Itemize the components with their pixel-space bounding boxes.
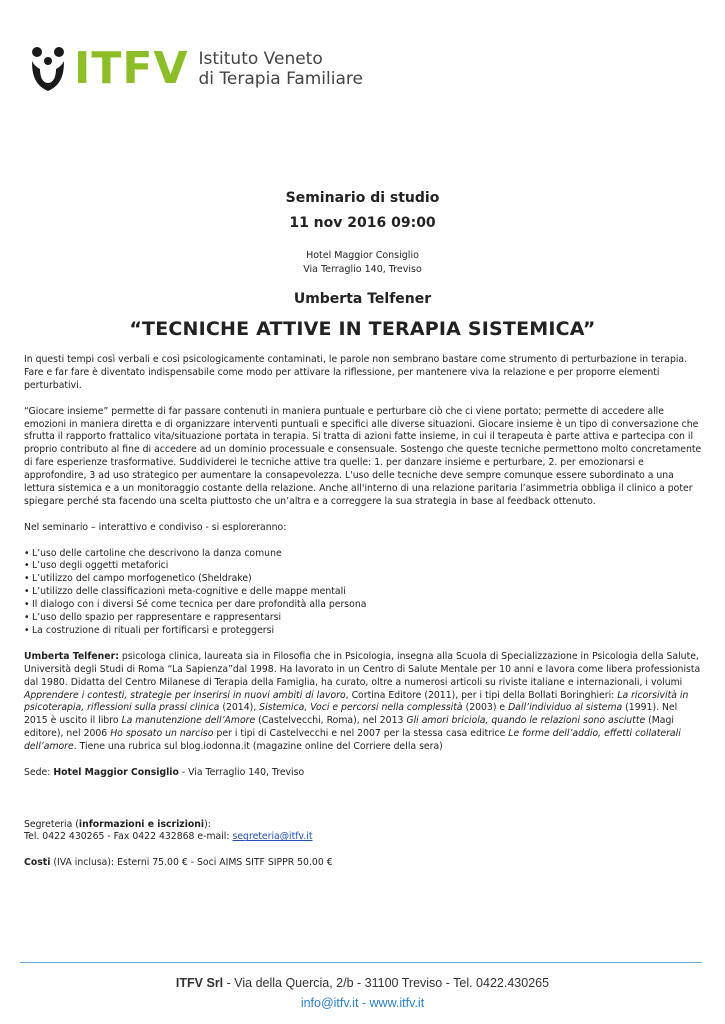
list-item: • Il dialogo con i diversi Sé come tecnica per dare profondità alla persona — [24, 599, 702, 612]
logo-subtitle — [199, 49, 363, 89]
bio-text: , Cortina Editore (2011), per i tipi della Bollati Boringhieri: — [345, 689, 618, 701]
list-item: • L’utilizzo del campo morfogenetico (Sheldrake) — [24, 573, 702, 586]
intro-paragraph: In questi tempi così verbali e così psicologicamente contaminati, le parole non sembrano bastare come strumento di perturbazione in terapia. Fare e far fare è diventato indispensabile come modo per attivare la riflessione, per mantenere viva la relazione e per proporre elementi perturbativi. — [24, 354, 688, 391]
venue-line-address: - Via Terraglio 140, Treviso — [178, 766, 305, 778]
book-title: La manutenzione dell’Amore — [121, 715, 256, 727]
list-item: • La costruzione di rituali per fortificarsi e proteggersi — [24, 625, 702, 638]
bio-text: (Castelvecchi, Roma), nel 2013 — [255, 715, 407, 727]
speaker-name: Umberta Telfener — [293, 291, 432, 307]
footer-address-text: - Via della Quercia, 2/b - 31100 Treviso - Tel. 0422.430265 — [223, 976, 550, 990]
contacts-line — [24, 831, 702, 844]
logo-line-2: di Terapia Familiare — [198, 69, 363, 89]
book-title: Dall’individuo al sistema — [508, 702, 623, 714]
bio-text: (2014), — [219, 702, 260, 714]
book-title: Gli amori briciola, quando le relazioni sono asciutte — [406, 715, 646, 727]
list-item: • L’uso delle cartoline che descrivono la danza comune — [24, 548, 702, 561]
secretariat-end: ): — [204, 818, 211, 830]
topics-list — [24, 548, 702, 638]
bio-text: (1991). Nel 2015 è uscito il libro — [24, 702, 678, 727]
bio-text: per i tipi di Castelvecchi e nel 2007 per la stessa casa editrice — [213, 728, 509, 740]
bio-name: Umberta Telfener: — [24, 650, 119, 662]
seminar-date: 11 nov 2016 09:00 — [289, 215, 436, 231]
footer-address — [0, 976, 725, 990]
speaker-bio — [24, 651, 702, 754]
email-link[interactable]: segreteria@itfv.it — [232, 831, 313, 843]
seminar-intro: Nel seminario – interattivo e condiviso - si esploreranno: — [24, 521, 287, 533]
venue-label: Sede: — [24, 766, 54, 778]
bio-text: psicologa clinica, laureata sia in Filosofia che in Psicologia, insegna alla Scuola di Specializzazione in Psicologia della Salute, Università degli Studi di Roma “La Sapienza”dal 1998. Ha lavorato in un Centro di Salute Mentale per 10 anni e lavora come libera professionista dal 1980. Didatta del Centro Milanese di Terapia della Famiglia, ha curato, oltre a numerosi articoli su riviste italiane e internazionali, i volumi — [24, 650, 701, 688]
list-item: • L’uso dello spazio per rappresentare e rappresentarsi — [24, 612, 702, 625]
book-title: Sistemica, Voci e percorsi nella complessità — [259, 702, 463, 714]
costs-text: (IVA inclusa): Esterni 75.00 € - Soci AIMS SITF SIPPR 50.00 € — [50, 857, 333, 869]
itfv-logo — [28, 44, 363, 94]
secretariat-info: informazioni e iscrizioni — [78, 818, 205, 830]
footer-company: ITFV Srl — [175, 976, 224, 990]
venue-address: Via Terraglio 140, Treviso — [303, 264, 422, 275]
venue-line-name: Hotel Maggior Consiglio — [53, 766, 179, 778]
book-title: Apprendere i contesti, strategie per inserirsi in nuovi ambiti di lavoro — [24, 689, 346, 701]
secretariat-label: Segreteria ( — [24, 818, 79, 830]
list-item: • L’uso degli oggetti metaforici — [24, 560, 702, 573]
list-item: • L’utilizzo delle classificazioni meta-cognitive e delle mappe mentali — [24, 586, 702, 599]
venue-line — [24, 767, 702, 780]
footer-web[interactable]: info@itfv.it - www.itfv.it — [300, 996, 425, 1010]
seminar-title: “TECNICHE ATTIVE IN TERAPIA SISTEMICA” — [129, 318, 596, 340]
family-logo-icon — [28, 45, 68, 93]
book-title: La ricorsività in psicoterapia, riflessioni sulla prassi clinica — [24, 689, 689, 714]
bio-text: . Tiene una rubrica sul blog.iodonna.it (magazine online del Corriere della sera) — [73, 741, 443, 753]
bio-text: (Magi editore), nel 2006 — [24, 715, 674, 740]
logo-text: ITFV — [74, 43, 189, 94]
logo-line-1: Istituto Veneto — [198, 49, 323, 69]
document-body — [24, 354, 702, 883]
seminar-label: Seminario di studio — [285, 190, 440, 206]
contacts-text: Tel. 0422 430265 - Fax 0422 432868 e-mail: — [24, 831, 233, 843]
venue-name: Hotel Maggior Consiglio — [306, 250, 419, 261]
costs-label: Costi — [24, 857, 51, 869]
footer-divider — [20, 962, 702, 963]
book-title: Le forme dell’addio, effetti collaterali dell’amore — [24, 728, 681, 753]
costs-line — [24, 857, 702, 870]
secretariat-line — [24, 819, 702, 832]
games-paragraph: “Giocare insieme” permette di far passare contenuti in maniera puntuale e perturbare ciò che ci viene portato; permette di accedere alle emozioni in maniera diretta e di organizzare interventi puntuali e specifici alle diverse situazioni. Giocare insieme è un tipo di conversazione che sfrutta il rapporto frattalico vita/situazione portata in terapia. Si tratta di azioni fatte insieme, in cui il terapeuta è parte attiva e partecipa con il proprio contributo al fine di accedere ad un dominio processuale e consensuale. Sostengo che queste tecniche permettono molto concretamente di fare esperienze trasformative. Suddividerei le tecniche attive tra quelle: 1. per danzare insieme e perturbare, 2. per emozionarsi e approfondire, 3 ad uso strategico per aumentare la consapevolezza. L'uso delle tecniche deve sempre comunque essere subordinato a una lettura sistemica e a un monitoraggio costante della relazione. Anche all'interno di una relazione paritaria l’asimmetria obbliga il clinico a poter spiegare perché sta facendo una scelta piuttosto che un’altra e a correggere la sua strategia in base al feedback ottenuto. — [24, 405, 702, 507]
bio-text: (2003) e — [462, 702, 509, 714]
book-title: Ho sposato un narciso — [110, 728, 214, 740]
